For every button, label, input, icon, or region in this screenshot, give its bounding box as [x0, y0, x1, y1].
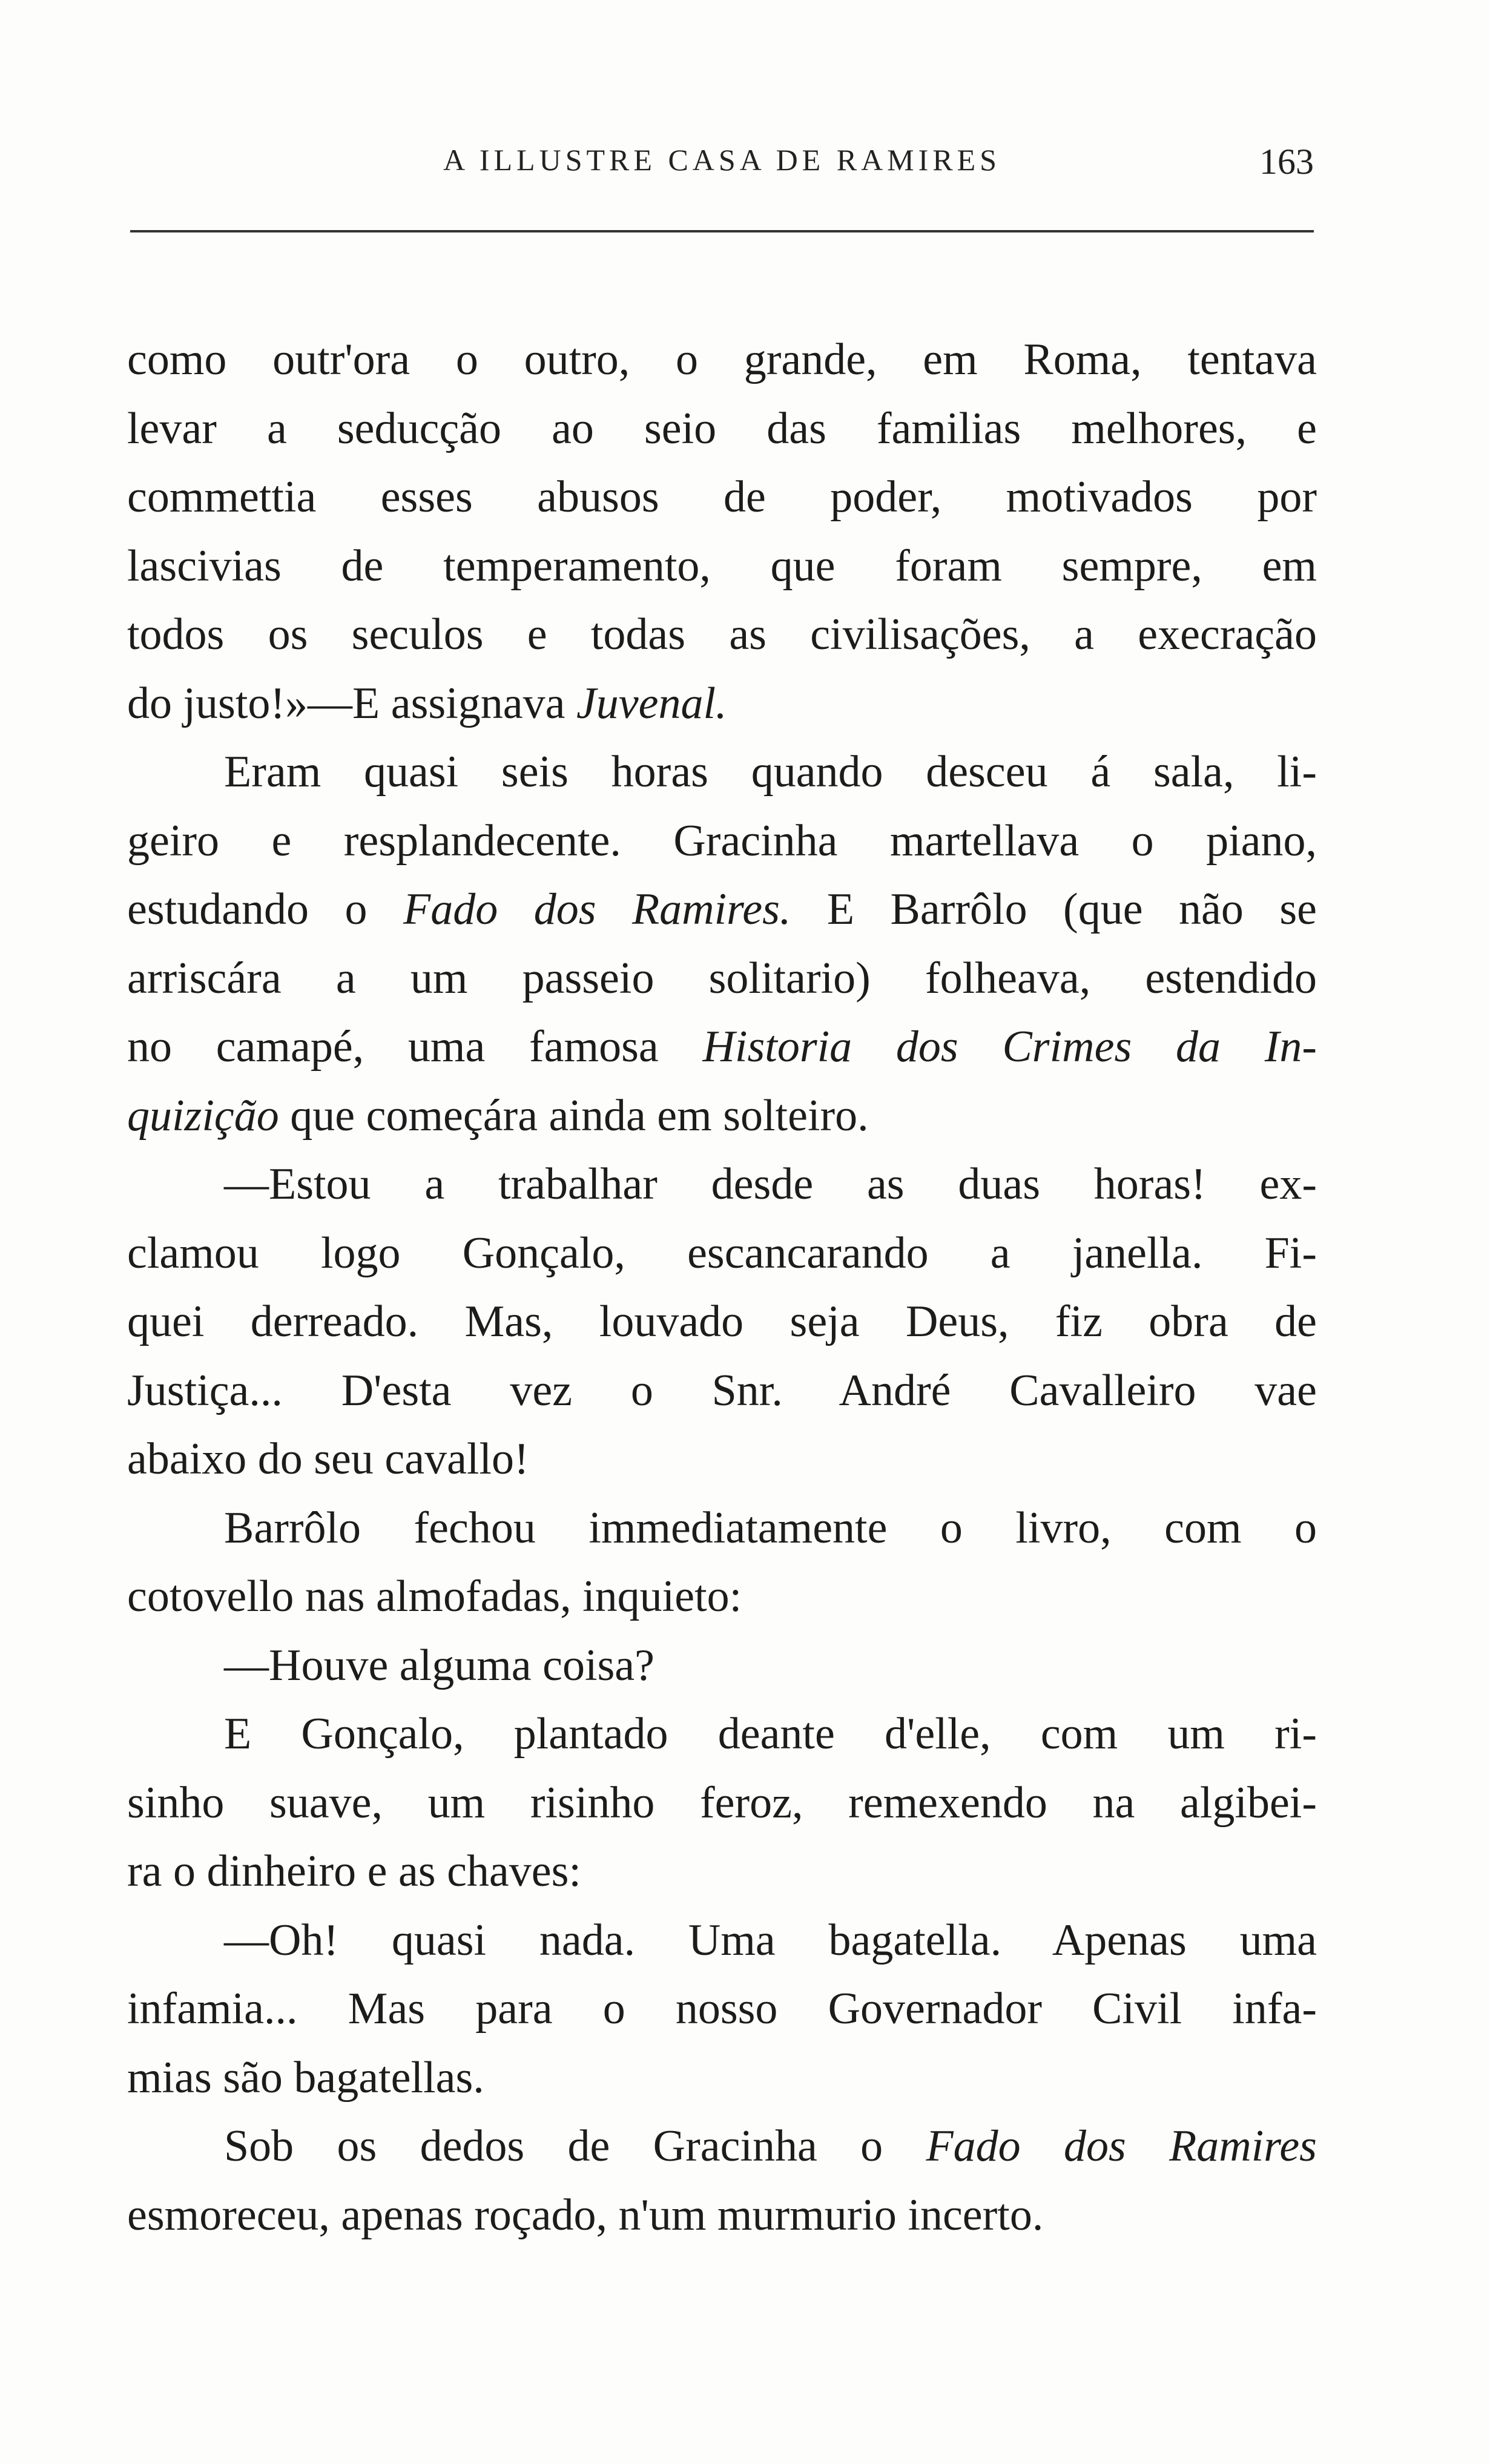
text-segment: commettia esses abusos de poder, motivados por	[127, 472, 1317, 522]
text-line	[127, 395, 1317, 464]
text-segment: E Barrôlo (que não se	[791, 884, 1317, 934]
text-line	[127, 1700, 1317, 1769]
text-segment: arriscára a um passeio solitario) folheava, estendido	[127, 953, 1317, 1003]
text-line	[127, 738, 1317, 807]
text-segment: cotovello nas almofadas, inquieto:	[127, 1572, 742, 1621]
text-line	[127, 670, 1317, 739]
text-line	[127, 1563, 1317, 1632]
text-line	[127, 807, 1317, 876]
text-segment: infamia... Mas para o nosso Governador Civil infa-	[127, 1984, 1317, 2034]
text-segment: esmoreceu, apenas roçado, n'um murmurio incerto.	[127, 2190, 1044, 2240]
text-line	[127, 1082, 1317, 1151]
text-line	[127, 2112, 1317, 2181]
text-segment: geiro e resplandecente. Gracinha martellava o piano,	[127, 815, 1317, 866]
text-segment: do justo!»—E assignava	[127, 678, 576, 728]
text-segment: levar a seducção ao seio das familias melhores, e	[127, 403, 1317, 453]
text-segment: E Gonçalo, plantado deante d'elle, com um ri-	[224, 1709, 1317, 1759]
text-segment: quei derreado. Mas, louvado seja Deus, fiz obra de	[127, 1297, 1317, 1346]
text-line	[127, 1837, 1317, 1906]
italic-text: Fado dos Ramires	[926, 2121, 1317, 2171]
text-segment: lascivias de temperamento, que foram sempre, em	[127, 541, 1317, 591]
text-segment: abaixo do seu cavallo!	[127, 1434, 529, 1484]
text-segment: Eram quasi seis horas quando desceu á sala, li-	[224, 747, 1317, 797]
text-line	[127, 1769, 1317, 1838]
text-line	[127, 1288, 1317, 1357]
italic-text: quizição	[127, 1090, 279, 1141]
text-segment: que começára ainda em solteiro.	[279, 1090, 869, 1141]
text-line	[127, 1632, 1317, 1701]
running-header	[130, 142, 1314, 191]
text-line	[127, 2181, 1317, 2250]
text-line	[127, 1357, 1317, 1426]
text-line	[127, 1013, 1317, 1082]
text-line	[127, 1150, 1317, 1219]
italic-text: Fado dos Ramires.	[403, 884, 791, 934]
page-number: 163	[1259, 142, 1314, 182]
text-segment: estudando o	[127, 884, 404, 934]
text-line	[127, 532, 1317, 601]
text-segment: Justiça... D'esta vez o Snr. André Cavalleiro vae	[127, 1365, 1317, 1415]
text-line	[127, 944, 1317, 1013]
text-line	[127, 601, 1317, 670]
text-line	[127, 1219, 1317, 1288]
text-segment: no camapé, uma famosa	[127, 1022, 703, 1072]
italic-text: Juvenal.	[576, 678, 727, 728]
text-line	[127, 2044, 1317, 2113]
text-line	[127, 875, 1317, 944]
text-line	[127, 1425, 1317, 1494]
text-segment: mias são bagatellas.	[127, 2052, 484, 2103]
text-line	[127, 1975, 1317, 2044]
italic-text: Historia dos Crimes da In-	[702, 1022, 1317, 1072]
text-segment: ra o dinheiro e as chaves:	[127, 1846, 581, 1896]
header-rule	[130, 230, 1314, 232]
text-segment: todos os seculos e todas as civilisações, a execração	[127, 610, 1317, 659]
text-segment: Sob os dedos de Gracinha o	[224, 2121, 926, 2171]
text-line	[127, 1906, 1317, 1975]
text-segment: sinho suave, um risinho feroz, remexendo na algibei-	[127, 1777, 1317, 1828]
text-line	[127, 326, 1317, 395]
body-text	[127, 326, 1317, 2250]
text-line	[127, 463, 1317, 532]
text-segment: clamou logo Gonçalo, escancarando a janella. Fi-	[127, 1228, 1317, 1278]
running-title: A ILLUSTRE CASA DE RAMIRES	[443, 143, 1001, 177]
text-segment: —Estou a trabalhar desde as duas horas! ex-	[224, 1159, 1317, 1209]
text-line	[127, 1494, 1317, 1563]
text-segment: —Houve alguma coisa?	[224, 1640, 654, 1690]
text-segment: Barrôlo fechou immediatamente o livro, com o	[224, 1503, 1317, 1553]
text-segment: como outr'ora o outro, o grande, em Roma, tentava	[127, 335, 1317, 384]
text-segment: —Oh! quasi nada. Uma bagatella. Apenas uma	[224, 1915, 1317, 1965]
